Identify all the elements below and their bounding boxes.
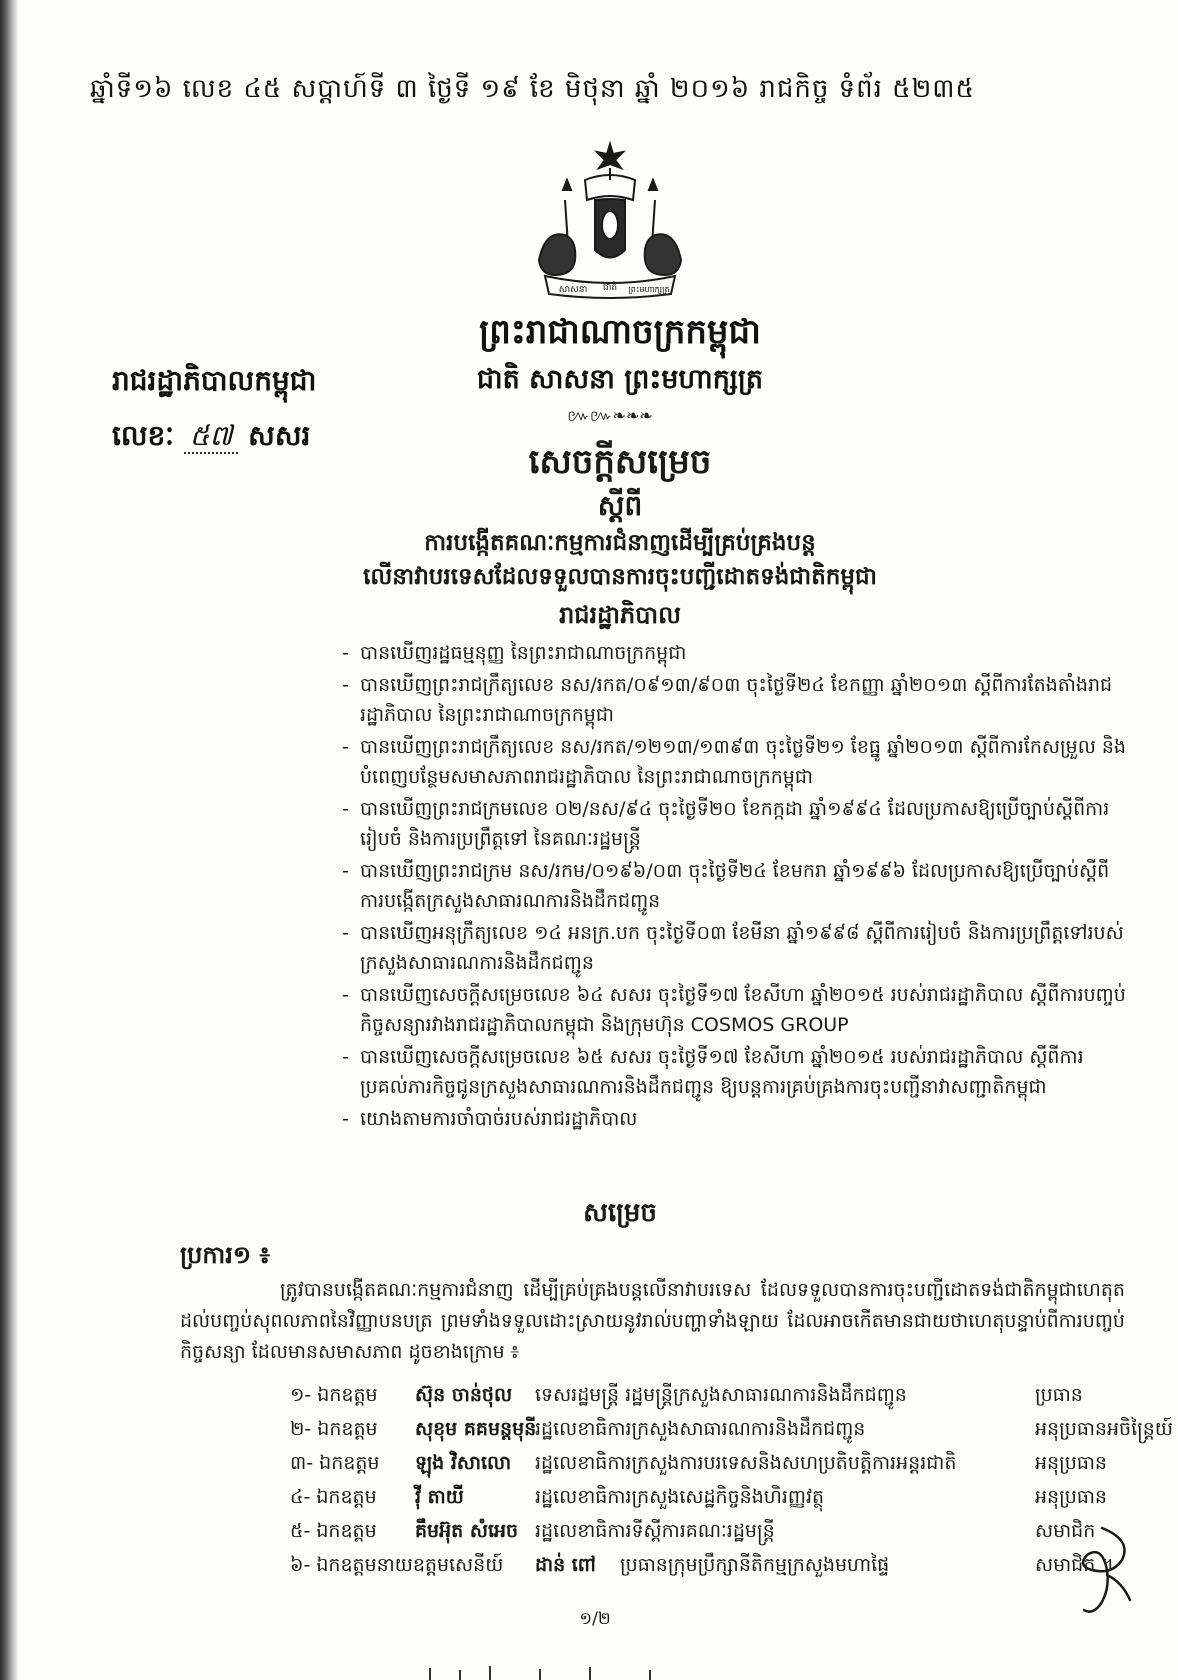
number-suffix: សសរ — [248, 419, 311, 452]
member-row — [290, 1383, 1150, 1417]
reference-item: - បានឃើញព្រះរាជក្រមលេខ ០២/នស/៩៤ ចុះថ្ងៃទី២០ ខែកក្កដា ឆ្នាំ១៩៩៤ ដែលប្រកាសឱ្យប្រើច្បាប់ស្តីពីការរៀបចំ និងការប្រព្រឹត្តទៅ នៃគណៈរដ្ឋមន្ត្រី — [342, 794, 1127, 854]
member-role: សមាជិក ។ — [1035, 1554, 1114, 1576]
about-label: ស្តីពី — [597, 489, 643, 522]
kingdom-title: ព្រះរាជាណាចក្រកម្ពុជា — [479, 312, 761, 352]
member-name: វ៉ី តាយី — [415, 1486, 464, 1508]
reference-item: - បានឃើញព្រះរាជក្រម នស/រកម/០១៩៦/០៣ ចុះថ្ងៃទី២៤ ខែមករា ឆ្នាំ១៩៩៦ ដែលប្រកាសឱ្យប្រើច្បាប់ស្តីពីការបង្កើតក្រសួងសាធារណការនិងដឹកជញ្ជូន — [342, 856, 1127, 916]
member-row — [290, 1553, 1150, 1587]
member-name: ស៊ុន ចាន់ថុល — [415, 1384, 513, 1406]
reference-item: - យោងតាមការចាំបាច់របស់រាជរដ្ឋាភិបាល — [342, 1104, 1127, 1134]
member-number: ៦- ឯកឧត្តមនាយឧត្តមសេនីយ៍ — [290, 1554, 504, 1576]
issuing-authority: រាជរដ្ឋាភិបាល — [559, 601, 681, 629]
signature-initials — [1062, 1520, 1142, 1620]
subject-line: លើនាវាបរទេសដែលទទួលបានការចុះបញ្ជីដោតទង់ជាតិកម្ពុជា — [363, 564, 877, 590]
member-role: អនុប្រធាន — [1035, 1452, 1107, 1474]
government-name: រាជរដ្ឋាភិបាលកម្ពុជា — [112, 364, 317, 397]
member-row — [290, 1519, 1150, 1553]
reference-item: - បានឃើញព្រះរាជក្រឹត្យលេខ នស/រកត/០៩១៣/៩០៣ ចុះថ្ងៃទី២៤ ខែកញ្ញា ឆ្នាំ២០១៣ ស្តីពីការតែងតាំងរាជរដ្ឋាភិបាល នៃព្រះរាជាណាចក្រកម្ពុជា — [342, 670, 1127, 730]
number-label: លេខៈ — [112, 419, 174, 452]
member-role: សមាជិក — [1035, 1520, 1096, 1542]
royal-arms-emblem — [525, 140, 695, 300]
scan-binding-edge — [0, 0, 18, 1680]
reference-item: - បានឃើញសេចក្តីសម្រេចលេខ ៦៥ សសរ ចុះថ្ងៃទី១៧ ខែសីហា ឆ្នាំ២០១៥ របស់រាជរដ្ឋាភិបាល ស្តីពីការប្រគល់ភារកិច្ចជូនក្រសួងសាធារណការនិងដឹកជញ្ជូន ឱ្យបន្តការគ្រប់គ្រងការចុះបញ្ជីនាវាសញ្ជាតិកម្ពុជា — [342, 1042, 1127, 1102]
member-name: ដាន់ ពៅ — [535, 1554, 596, 1576]
national-motto: ជាតិ សាសនា ព្រះមហាក្សត្រ — [476, 364, 764, 395]
member-number: ២- ឯកឧត្តម — [290, 1418, 378, 1440]
article-body: ត្រូវបានបង្កើតគណៈកម្មការជំនាញ ដើម្បីគ្រប់គ្រងបន្តលើនាវាបរទេស ដែលទទួលបានការចុះបញ្ជីដោតទង់ជាតិកម្ពុជាហេតុតដល់បញ្ចប់សុពលភាពនៃវិញ្ញាបនបត្រ ព្រមទាំងទទួលដោះស្រាយនូវរាល់បញ្ហាទាំងឡាយ ដែលអាចកើតមានជាយថាហេតុបន្ទាប់ពីការបញ្ចប់កិច្ចសន្យា ដែលមានសមាសភាព ដូចខាងក្រោម ៖ — [180, 1279, 1125, 1363]
member-title: រដ្ឋលេខាធិការក្រសួងសេដ្ឋកិច្ចនិងហិរញ្ញវត្ថុ — [535, 1486, 825, 1508]
member-number: ១- ឯកឧត្តម — [290, 1384, 378, 1406]
article-heading: ប្រការ១ ៖ — [180, 1241, 270, 1269]
subject-line: ការបង្កើតគណៈកម្មការជំនាញដើម្បីគ្រប់គ្រងបន្ត — [424, 530, 816, 556]
ornament-divider: ៚៚❧❧❧ — [567, 406, 653, 425]
decision-title: សេចក្តីសម្រេច — [528, 442, 712, 482]
reference-item: - បានឃើញព្រះរាជក្រឹត្យលេខ នស/រកត/១២១៣/១៣៩៣ ចុះថ្ងៃទី២១ ខែធ្នូ ឆ្នាំ២០១៣ ស្តីពីការកែសម្រួល និងបំពេញបន្ថែមសមាសភាពរាជរដ្ឋាភិបាល នៃព្រះរាជាណាចក្រកម្ពុជា — [342, 732, 1127, 792]
member-title: ទេសរដ្ឋមន្ត្រី រដ្ឋមន្ត្រីក្រសួងសាធារណការនិងដឹកជញ្ជូន — [535, 1384, 907, 1406]
decides-heading: សម្រេច — [583, 1198, 657, 1228]
member-name: ឡុង វិសាលោ — [415, 1452, 512, 1474]
committee-members — [290, 1383, 1173, 1587]
legal-references — [342, 638, 1127, 1136]
decision-subject — [200, 526, 1040, 594]
member-role: អនុប្រធានអចិន្ត្រៃយ៍ — [1035, 1418, 1173, 1440]
emblem-center-label: ជាតិ — [602, 283, 618, 293]
gazette-header: ឆ្នាំទី១៦ លេខ ៤៥ សប្ដាហ៍ទី ៣ ថ្ងៃទី ១៩ ខែ មិថុនា ឆ្នាំ ២០១៦ រាជកិច្ច ទំព័រ ៥២៣៥ — [90, 74, 975, 104]
member-number: ៤- ឯកឧត្តម — [290, 1486, 377, 1508]
page-number: ១/២ — [579, 1609, 611, 1629]
emblem-right-label: ព្រះមហាក្សត្រ — [628, 285, 670, 294]
member-title: រដ្ឋលេខាធិការក្រសួងសាធារណការនិងដឹកជញ្ជូន — [535, 1418, 866, 1440]
member-number: ៥- ឯកឧត្តម — [290, 1520, 377, 1542]
emblem-left-label: សាសនា — [558, 285, 588, 295]
number-value: ៥៧ — [184, 419, 239, 454]
member-row — [290, 1451, 1150, 1485]
document-number — [112, 418, 310, 459]
member-title: រដ្ឋលេខាធិការក្រសួងការបរទេសនិងសហប្រតិបត្តិការអន្តរជាតិ — [535, 1452, 957, 1474]
reference-item: - បានឃើញអនុក្រឹត្យលេខ ១៤ អនក្រ.បក ចុះថ្ងៃទី០៣ ខែមីនា ឆ្នាំ១៩៩៨ ស្តីពីការរៀបចំ និងការប្រព្រឹត្តទៅរបស់ក្រសួងសាធារណការនិងដឹកជញ្ជូន — [342, 918, 1127, 978]
member-row — [290, 1485, 1150, 1519]
member-number: ៣- ឯកឧត្តម — [290, 1452, 380, 1474]
member-title: រដ្ឋលេខាធិការទីស្តីការគណៈរដ្ឋមន្ត្រី — [535, 1520, 775, 1542]
member-name: គឹមអ៊ុត សំអេច — [415, 1520, 519, 1542]
member-title: ប្រធានក្រុមប្រឹក្សានីតិកម្មក្រសួងមហាផ្ទៃ — [620, 1554, 890, 1576]
member-row — [290, 1417, 1173, 1451]
member-role: អនុប្រធាន — [1035, 1486, 1107, 1508]
member-name: សុខុម គគមន្តមុនី — [415, 1418, 537, 1440]
reference-item: - បានឃើញរដ្ឋធម្មនុញ្ញ នៃព្រះរាជាណាចក្រកម្ពុជា — [342, 638, 1127, 668]
member-role: ប្រធាន — [1035, 1384, 1083, 1406]
reference-item: - បានឃើញសេចក្តីសម្រេចលេខ ៦៤ សសរ ចុះថ្ងៃទី១៧ ខែសីហា ឆ្នាំ២០១៥ របស់រាជរដ្ឋាភិបាល ស្តីពីការបញ្ចប់កិច្ចសន្យារវាងរាជរដ្ឋាភិបាលកម្ពុជា និងក្រុមហ៊ុន COSMOS GROUP — [342, 980, 1127, 1040]
scan-artifact-marks — [420, 1664, 700, 1680]
